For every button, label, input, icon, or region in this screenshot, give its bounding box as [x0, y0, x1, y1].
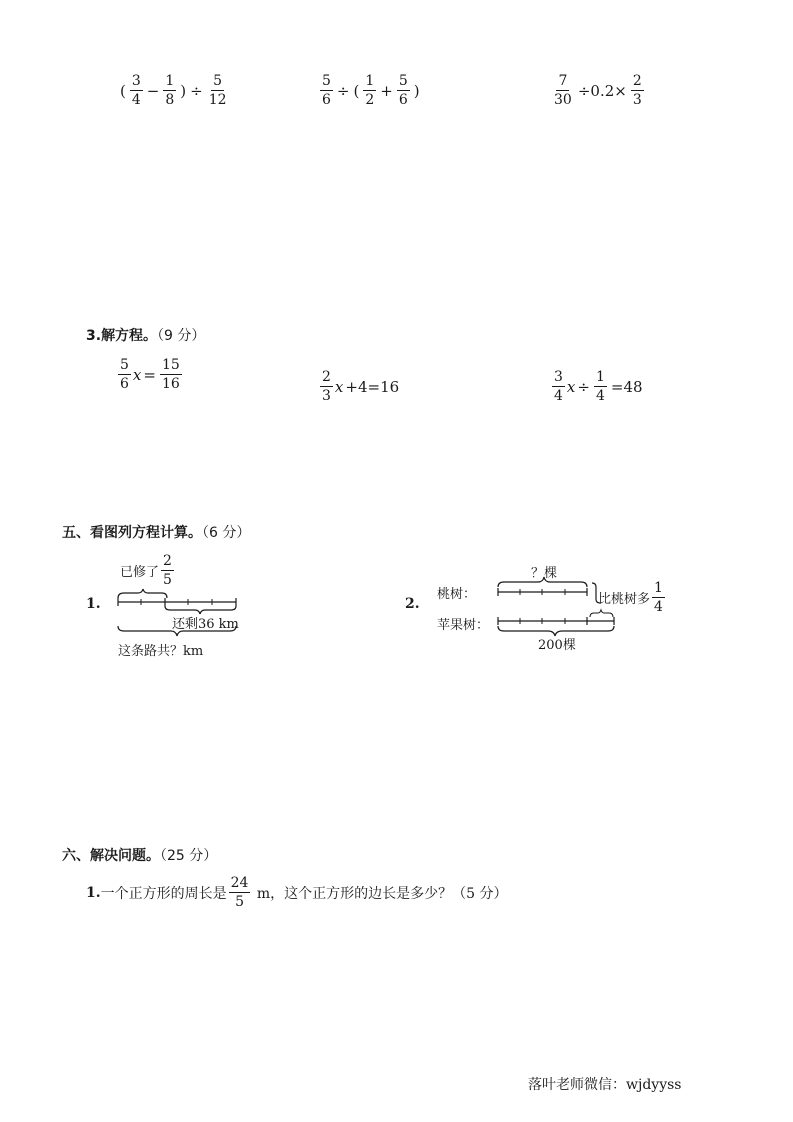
fraction [160, 358, 182, 391]
fraction [594, 370, 607, 403]
diagram1-total-label: 这条路共？km [118, 644, 204, 659]
paren-open: ( [120, 81, 126, 100]
section6-title: 六、解决问题。 [62, 848, 160, 864]
divide-sign: ÷ [336, 81, 350, 100]
numerator: 1 [654, 580, 663, 596]
denominator: 3 [322, 388, 331, 404]
paren-close: ) [180, 81, 187, 100]
operator-sequence: ÷0.2× [577, 81, 627, 100]
denominator: 6 [120, 376, 129, 392]
divide-sign: ÷ [190, 81, 203, 100]
numerator: 1 [595, 369, 605, 385]
numerator: 3 [554, 369, 563, 385]
diagram1-remain-label: 还剩36 km [172, 617, 239, 632]
paren-close: ) [413, 81, 420, 100]
numerator: 24 [230, 875, 249, 891]
footer-contact: 落叶老师微信：wjdyyss [528, 1077, 682, 1093]
equations-points: （9 分） [157, 328, 206, 344]
fraction [397, 74, 410, 107]
equation-3 [550, 370, 645, 403]
denominator: 4 [131, 92, 141, 108]
equations-number: 3. [86, 328, 102, 344]
problem-1-number: 1. [86, 884, 101, 901]
numerator: 7 [558, 73, 568, 89]
done-text: 已修了 [120, 565, 160, 580]
diagram2-apple-count: 200棵 [538, 638, 576, 653]
equation-rest: =48 [610, 377, 643, 396]
denominator: 4 [654, 599, 663, 615]
fraction [552, 74, 574, 107]
denominator: 12 [208, 92, 227, 108]
denominator: 8 [165, 92, 175, 108]
fraction [320, 370, 333, 403]
calc-problem-2 [318, 74, 422, 107]
numerator: 1 [165, 73, 175, 89]
numerator: 5 [213, 73, 223, 89]
numerator: 2 [322, 369, 331, 385]
diagram2-apple-label: 苹果树： [437, 618, 490, 633]
fraction [161, 554, 174, 587]
more-text: 比桃树多 [598, 592, 651, 607]
section5-title: 五、看图列方程计算。 [62, 525, 202, 541]
equation-1 [116, 358, 184, 391]
minus-sign: − [146, 81, 160, 100]
divide-sign: ÷ [577, 377, 590, 396]
numerator: 5 [120, 357, 129, 373]
fraction [229, 876, 251, 909]
diagram2-more-label [598, 581, 667, 614]
denominator: 16 [161, 376, 180, 392]
denominator: 4 [554, 388, 563, 404]
variable-x: x [566, 377, 576, 396]
numerator: 3 [131, 73, 141, 89]
denominator: 30 [554, 92, 572, 108]
diagram2-question: ？棵 [531, 566, 558, 581]
plus-sign: + [380, 81, 393, 100]
numerator: 5 [398, 73, 408, 89]
done-brace [118, 589, 167, 598]
diagram2-peach-label: 桃树： [437, 587, 477, 602]
numerator: 1 [365, 73, 375, 89]
fraction [320, 74, 333, 107]
numerator: 15 [161, 357, 180, 373]
denominator: 6 [322, 92, 331, 108]
fraction [552, 370, 565, 403]
equation-rest: +4=16 [345, 377, 400, 396]
denominator: 5 [163, 572, 172, 588]
diagram1-number: 1. [86, 596, 101, 612]
denominator: 6 [398, 92, 408, 108]
fraction [207, 74, 229, 107]
diagram1-done-label [120, 554, 176, 587]
fraction [163, 74, 176, 107]
problem-1-text-b: m，这个正方形的边长是多少？（5 分） [252, 885, 508, 902]
numerator: 2 [163, 553, 172, 569]
variable-x: x [334, 377, 344, 396]
numerator: 5 [322, 73, 331, 89]
equation-2 [318, 370, 401, 403]
fraction [652, 581, 665, 614]
section6-points: （25 分） [160, 848, 218, 864]
fraction [130, 74, 143, 107]
fraction [118, 358, 131, 391]
denominator: 2 [365, 92, 375, 108]
variable-x: x [132, 365, 142, 384]
equals-sign: = [143, 365, 156, 384]
diagram2-number: 2. [405, 596, 420, 612]
denominator: 4 [595, 388, 605, 404]
peach-brace [498, 577, 587, 587]
equations-heading [86, 325, 205, 345]
section6-heading [62, 845, 217, 865]
fraction [363, 74, 376, 107]
calc-problem-3 [550, 74, 646, 107]
problem-1-text-a: 一个正方形的周长是 [100, 885, 227, 902]
paren-open: ( [353, 81, 360, 100]
denominator: 5 [235, 894, 244, 910]
denominator: 3 [632, 92, 642, 108]
section5-points: （6 分） [202, 525, 251, 541]
section5-heading [62, 522, 250, 542]
fraction [631, 74, 644, 107]
equations-title: 解方程。 [101, 328, 158, 344]
numerator: 2 [632, 73, 642, 89]
calc-problem-1 [118, 74, 231, 107]
problem-1 [86, 876, 508, 909]
